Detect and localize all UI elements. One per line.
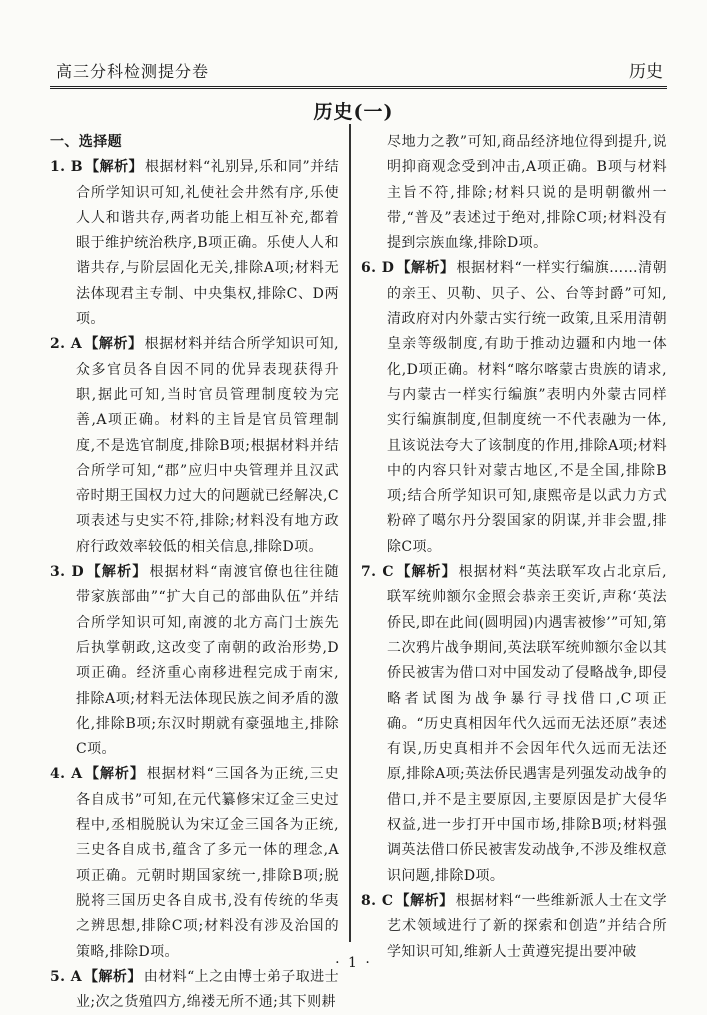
answer-number: 7. C xyxy=(361,564,394,581)
analysis-text: 根据材料“礼别异,乐和同”并结合所学知识可知,礼使社会井然有序,乐使人人和谐共存,两者功能上相互补充,都着眼于维护统治秩序,B项正确。乐使人人和谐共存,与阶层固化无关,排除A项;材料无法体现君主专制、中央集权,排除C、D两项。 xyxy=(76,159,339,328)
answer-item-3 xyxy=(50,560,339,762)
right-column xyxy=(361,130,667,965)
analysis-tag: 【解析】 xyxy=(86,564,148,581)
analysis-text: 根据材料“一些维新派人士在文学艺术领域进行了新的探索和创造”并结合所学知识可知,维新人士黄遵宪提出要冲破 xyxy=(387,892,667,960)
answer-item-6 xyxy=(361,256,667,560)
answer-item-8 xyxy=(361,889,667,965)
answer-item-1 xyxy=(50,155,339,332)
answer-number: 4. A xyxy=(50,766,83,783)
answer-number: 6. D xyxy=(361,260,395,277)
section-title: 一、选择题 xyxy=(50,134,122,150)
answer-number: 8. C xyxy=(361,892,394,909)
analysis-tag: 【解析】 xyxy=(395,564,457,581)
answer-item-5-continued: 尽地力之教”可知,商品经济地位得到提升,说明抑商观念受到冲击,A项正确。B项与材料主旨不符,排除;材料只说的是明朝徽州一带,“普及”表述过于绝对,排除C项;材料没有提到宗族血缘,排除D项。 xyxy=(387,134,667,252)
page-number: · 1 · xyxy=(335,955,372,971)
analysis-text: 根据材料“三国各为正统,三史各自成书”可知,在元代纂修宋辽金三史过程中,丞相脱脱认为宋辽金三国各为正统,三史各自成书,蕴含了多元一体的理念,A项正确。元朝时期国家统一,排除B项;脱脱将三国历史各自成书,没有传统的华夷之辨思想,排除C项;材料没有涉及治国的策略,排除D项。 xyxy=(76,766,339,960)
page-header xyxy=(50,56,667,89)
answer-number: 1. B xyxy=(50,159,84,176)
exam-series-title: 高三分科检测提分卷 xyxy=(56,62,210,81)
analysis-text: 根据材料并结合所学知识可知,众多官员各自因不同的优异表现获得升职,据此可知,当时官员管理制度较为完善,A项正确。材料的主旨是官员管理制度,不是选官制度,排除B项;根据材料并结合所学可知,“郡”应归中央管理并且汉武帝时期王国权力过大的问题就已经解决,C项表述与史实不符,排除;材料没有地方政府行政效率较低的相关信息,排除D项。 xyxy=(76,336,339,555)
answer-number: 3. D xyxy=(50,564,84,581)
analysis-tag: 【解析】 xyxy=(84,336,143,353)
analysis-text: 根据材料“南渡官僚也往往随带家族部曲”“扩大自己的部曲队伍”并结合所学知识可知,南渡的北方高门士族先后执掌朝政,这改变了南朝的政治形势,D项正确。经济重心南移进程完成于南宋,排除A项;材料无法体现民族之间矛盾的激化,排除B项;东汉时期就有豪强地主,排除C项。 xyxy=(76,564,339,758)
analysis-tag: 【解析】 xyxy=(84,968,142,985)
analysis-tag: 【解析】 xyxy=(84,766,145,783)
analysis-tag: 【解析】 xyxy=(395,892,454,909)
analysis-text: 根据材料“一样实行编旗……清朝的亲王、贝勒、贝子、公、台等封爵”可知,清政府对内外蒙古实行统一政策,且采用清朝皇亲等级制度,有助于推动边疆和内地一体化,D项正确。材料“喀尔喀蒙古贵族的请求,与内蒙古一样实行编旗”表明内外蒙古同样实行编旗制度,但制度统一不代表融为一体,且该说法夸大了该制度的作用,排除A项;材料中的内容只针对蒙古地区,不是全国,排除B项;结合所学知识可知,康熙帝是以武力方式粉碎了噶尔丹分裂国家的阴谋,并非会盟,排除C项。 xyxy=(387,260,667,555)
analysis-text: 由材料“上之由博士弟子取进士业;次之货殖四方,绵褛无所不通;其下则耕 xyxy=(76,968,339,1011)
column-divider xyxy=(349,124,351,942)
answer-item-5 xyxy=(50,965,339,1015)
answer-item-2 xyxy=(50,332,339,560)
subject-label: 历史 xyxy=(629,62,663,82)
answer-number: 5. A xyxy=(50,968,82,985)
analysis-tag: 【解析】 xyxy=(85,159,144,176)
answer-item-7 xyxy=(361,560,667,889)
analysis-tag: 【解析】 xyxy=(396,260,455,277)
left-column xyxy=(50,130,339,1015)
answer-item-4 xyxy=(50,762,339,964)
answer-number: 2. A xyxy=(50,336,83,353)
page-title: 历史(一) xyxy=(313,101,394,123)
analysis-text: 根据材料“英法联军攻占北京后,联军统帅额尔金照会恭亲王奕䜣,声称‘英法侨民,即在此间(圆明园)内遇害被惨’”可知,第二次鸦片战争期间,英法联军统帅额尔金以其侨民被害为借口对中国发动了侵略战争,即侵略者试图为战争暴行寻找借口,C项正确。“历史真相因年代久远而无法还原”表述有误,历史真相并不会因年代久远而无法还原,排除A项;英法侨民遇害是列强发动战争的借口,并不是主要原因,主要原因是扩大侵华权益,进一步打开中国市场,排除B项;材料强调英法借口侨民被害发动战争,不涉及维权意识问题,排除D项。 xyxy=(387,564,667,884)
